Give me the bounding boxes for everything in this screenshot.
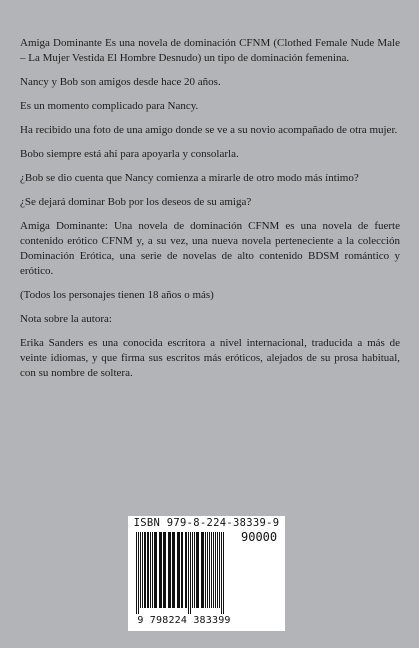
blurb-paragraph-7: ¿Se dejará dominar Bob por los deseos de su amiga? xyxy=(20,196,252,208)
barcode-bar xyxy=(194,532,195,608)
ean-digits: 9 798224 383399 xyxy=(137,615,231,626)
barcode-bar xyxy=(192,532,193,608)
barcode-bar xyxy=(201,532,204,608)
barcode-bar xyxy=(205,532,206,608)
blurb-paragraph-4: Ha recibido una foto de una amigo donde se ve a su novio acompañado de otra mujer. xyxy=(20,124,398,136)
barcode-bar xyxy=(217,532,218,608)
barcode-bar xyxy=(188,532,189,614)
isbn-label: ISBN 979-8-224-38339-9 xyxy=(133,517,280,529)
barcode-bar xyxy=(181,532,183,608)
barcode-bar xyxy=(150,532,151,608)
author-note-heading: Nota sobre la autora: xyxy=(20,313,112,325)
barcode-bar xyxy=(172,532,175,608)
blurb-paragraph-5: Bobo siempre está ahí para apoyarla y consolarla. xyxy=(20,148,239,160)
barcode-bar xyxy=(144,532,146,608)
barcode-bar xyxy=(147,532,149,608)
barcode-bar xyxy=(140,532,141,608)
barcode-bar xyxy=(209,532,210,608)
isbn-barcode xyxy=(128,516,285,631)
blurb-paragraph-8: Amiga Dominante: Una novela de dominación CFNM es una novela de fuerte contenido erótico CFNM y, a su vez, una nueva novela perteneciente a la colección Dominación Erótica, una serie de novelas de alto contenido BDSM romántico y erótico. xyxy=(20,220,400,277)
barcode-bar xyxy=(136,532,137,614)
barcode-bar xyxy=(219,532,220,608)
barcode-bar xyxy=(168,532,171,608)
barcode-bar xyxy=(142,532,143,608)
blurb-paragraph-6: ¿Bob se dio cuenta que Nancy comienza a mirarle de otro modo más íntimo? xyxy=(20,172,359,184)
barcode-bar xyxy=(221,532,222,614)
author-note-text: Erika Sanders es una conocida escritora a nivel internacional, traducida a más de veinte idiomas, y que firma sus escritos más eróticos, alejados de su prosa habitual, con su nombre de soltera. xyxy=(20,337,400,379)
barcode-bar xyxy=(154,532,157,608)
back-cover-blurb xyxy=(20,36,400,390)
barcode-bar xyxy=(159,532,162,608)
age-disclaimer: (Todos los personajes tienen 18 años o más) xyxy=(20,289,214,301)
barcode-bar xyxy=(213,532,214,608)
barcode-bar xyxy=(177,532,180,608)
ean-barcode-bars xyxy=(134,532,238,616)
barcode-bar xyxy=(215,532,216,608)
barcode-bar xyxy=(138,532,139,614)
barcode-bar xyxy=(185,532,187,608)
barcode-bar xyxy=(196,532,199,608)
blurb-paragraph-2: Nancy y Bob son amigos desde hace 20 años. xyxy=(20,76,221,88)
barcode-bar xyxy=(163,532,166,608)
blurb-paragraph-3: Es un momento complicado para Nancy. xyxy=(20,100,199,112)
price-code: 90000 xyxy=(241,530,278,544)
blurb-paragraph-1: Amiga Dominante Es una novela de dominación CFNM (Clothed Female Nude Male – La Mujer Vestida El Hombre Desnudo) un tipo de dominación femenina. xyxy=(20,37,400,64)
barcode-bar xyxy=(211,532,212,608)
barcode-bar xyxy=(152,532,153,608)
barcode-bar xyxy=(190,532,191,614)
barcode-bar xyxy=(223,532,224,614)
barcode-bar xyxy=(207,532,208,608)
